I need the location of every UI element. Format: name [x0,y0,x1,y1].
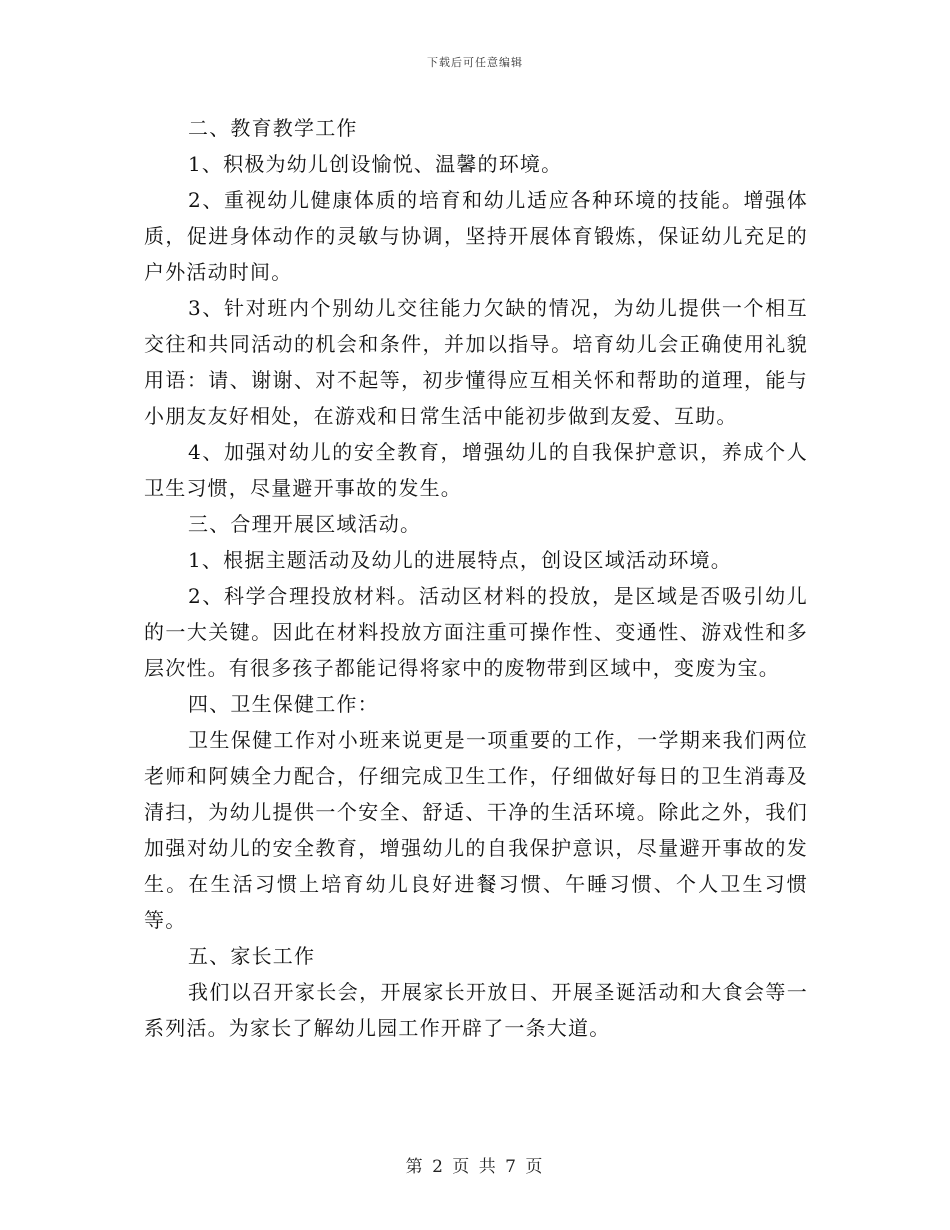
document-body [144,110,808,1046]
section-heading-health: 四、卫生保健工作： [188,692,379,716]
paragraph: 1、积极为幼儿创设愉悦、温馨的环境。 [188,152,563,176]
paragraph: 2、重视幼儿健康体质的培育和幼儿适应各种环境的技能。增强体质，促进身体动作的灵敏与协调，坚持开展体育锻炼，保证幼儿充足的户外活动时间。 [144,188,808,284]
paragraph: 4、加强对幼儿的安全教育，增强幼儿的自我保护意识，养成个人卫生习惯，尽量避开事故的发生。 [144,440,808,500]
paragraph: 3、针对班内个别幼儿交往能力欠缺的情况，为幼儿提供一个相互交往和共同活动的机会和条件，并加以指导。培育幼儿会正确使用礼貌用语：请、谢谢、对不起等，初步懂得应互相关怀和帮助的道理，能与小朋友友好相处，在游戏和日常生活中能初步做到友爱、互助。 [144,296,808,428]
section-heading-parents: 五、家长工作 [188,944,316,968]
paragraph: 我们以召开家长会，开展家长开放日、开展圣诞活动和大食会等一系列活。为家长了解幼儿园工作开辟了一条大道。 [144,980,808,1040]
paragraph: 2、科学合理投放材料。活动区材料的投放，是区域是否吸引幼儿的一大关键。因此在材料投放方面注重可操作性、变通性、游戏性和多层次性。有很多孩子都能记得将家中的废物带到区域中，变废为宝。 [144,584,808,680]
section-heading-area-activities: 三、合理开展区域活动。 [188,512,422,536]
paragraph: 1、根据主题活动及幼儿的进展特点，创设区域活动环境。 [188,548,732,572]
section-heading-education: 二、教育教学工作 [188,116,358,140]
paragraph: 卫生保健工作对小班来说更是一项重要的工作，一学期来我们两位老师和阿姨全力配合，仔细完成卫生工作，仔细做好每日的卫生消毒及清扫，为幼儿提供一个安全、舒适、干净的生活环境。除此之外，我们加强对幼儿的安全教育，增强幼儿的自我保护意识，尽量避开事故的发生。在生活习惯上培育幼儿良好进餐习惯、午睡习惯、个人卫生习惯等。 [144,728,808,932]
page-number: 第 2 页 共 7 页 [405,1157,545,1177]
page-header: 下载后可任意编辑 [427,56,523,69]
